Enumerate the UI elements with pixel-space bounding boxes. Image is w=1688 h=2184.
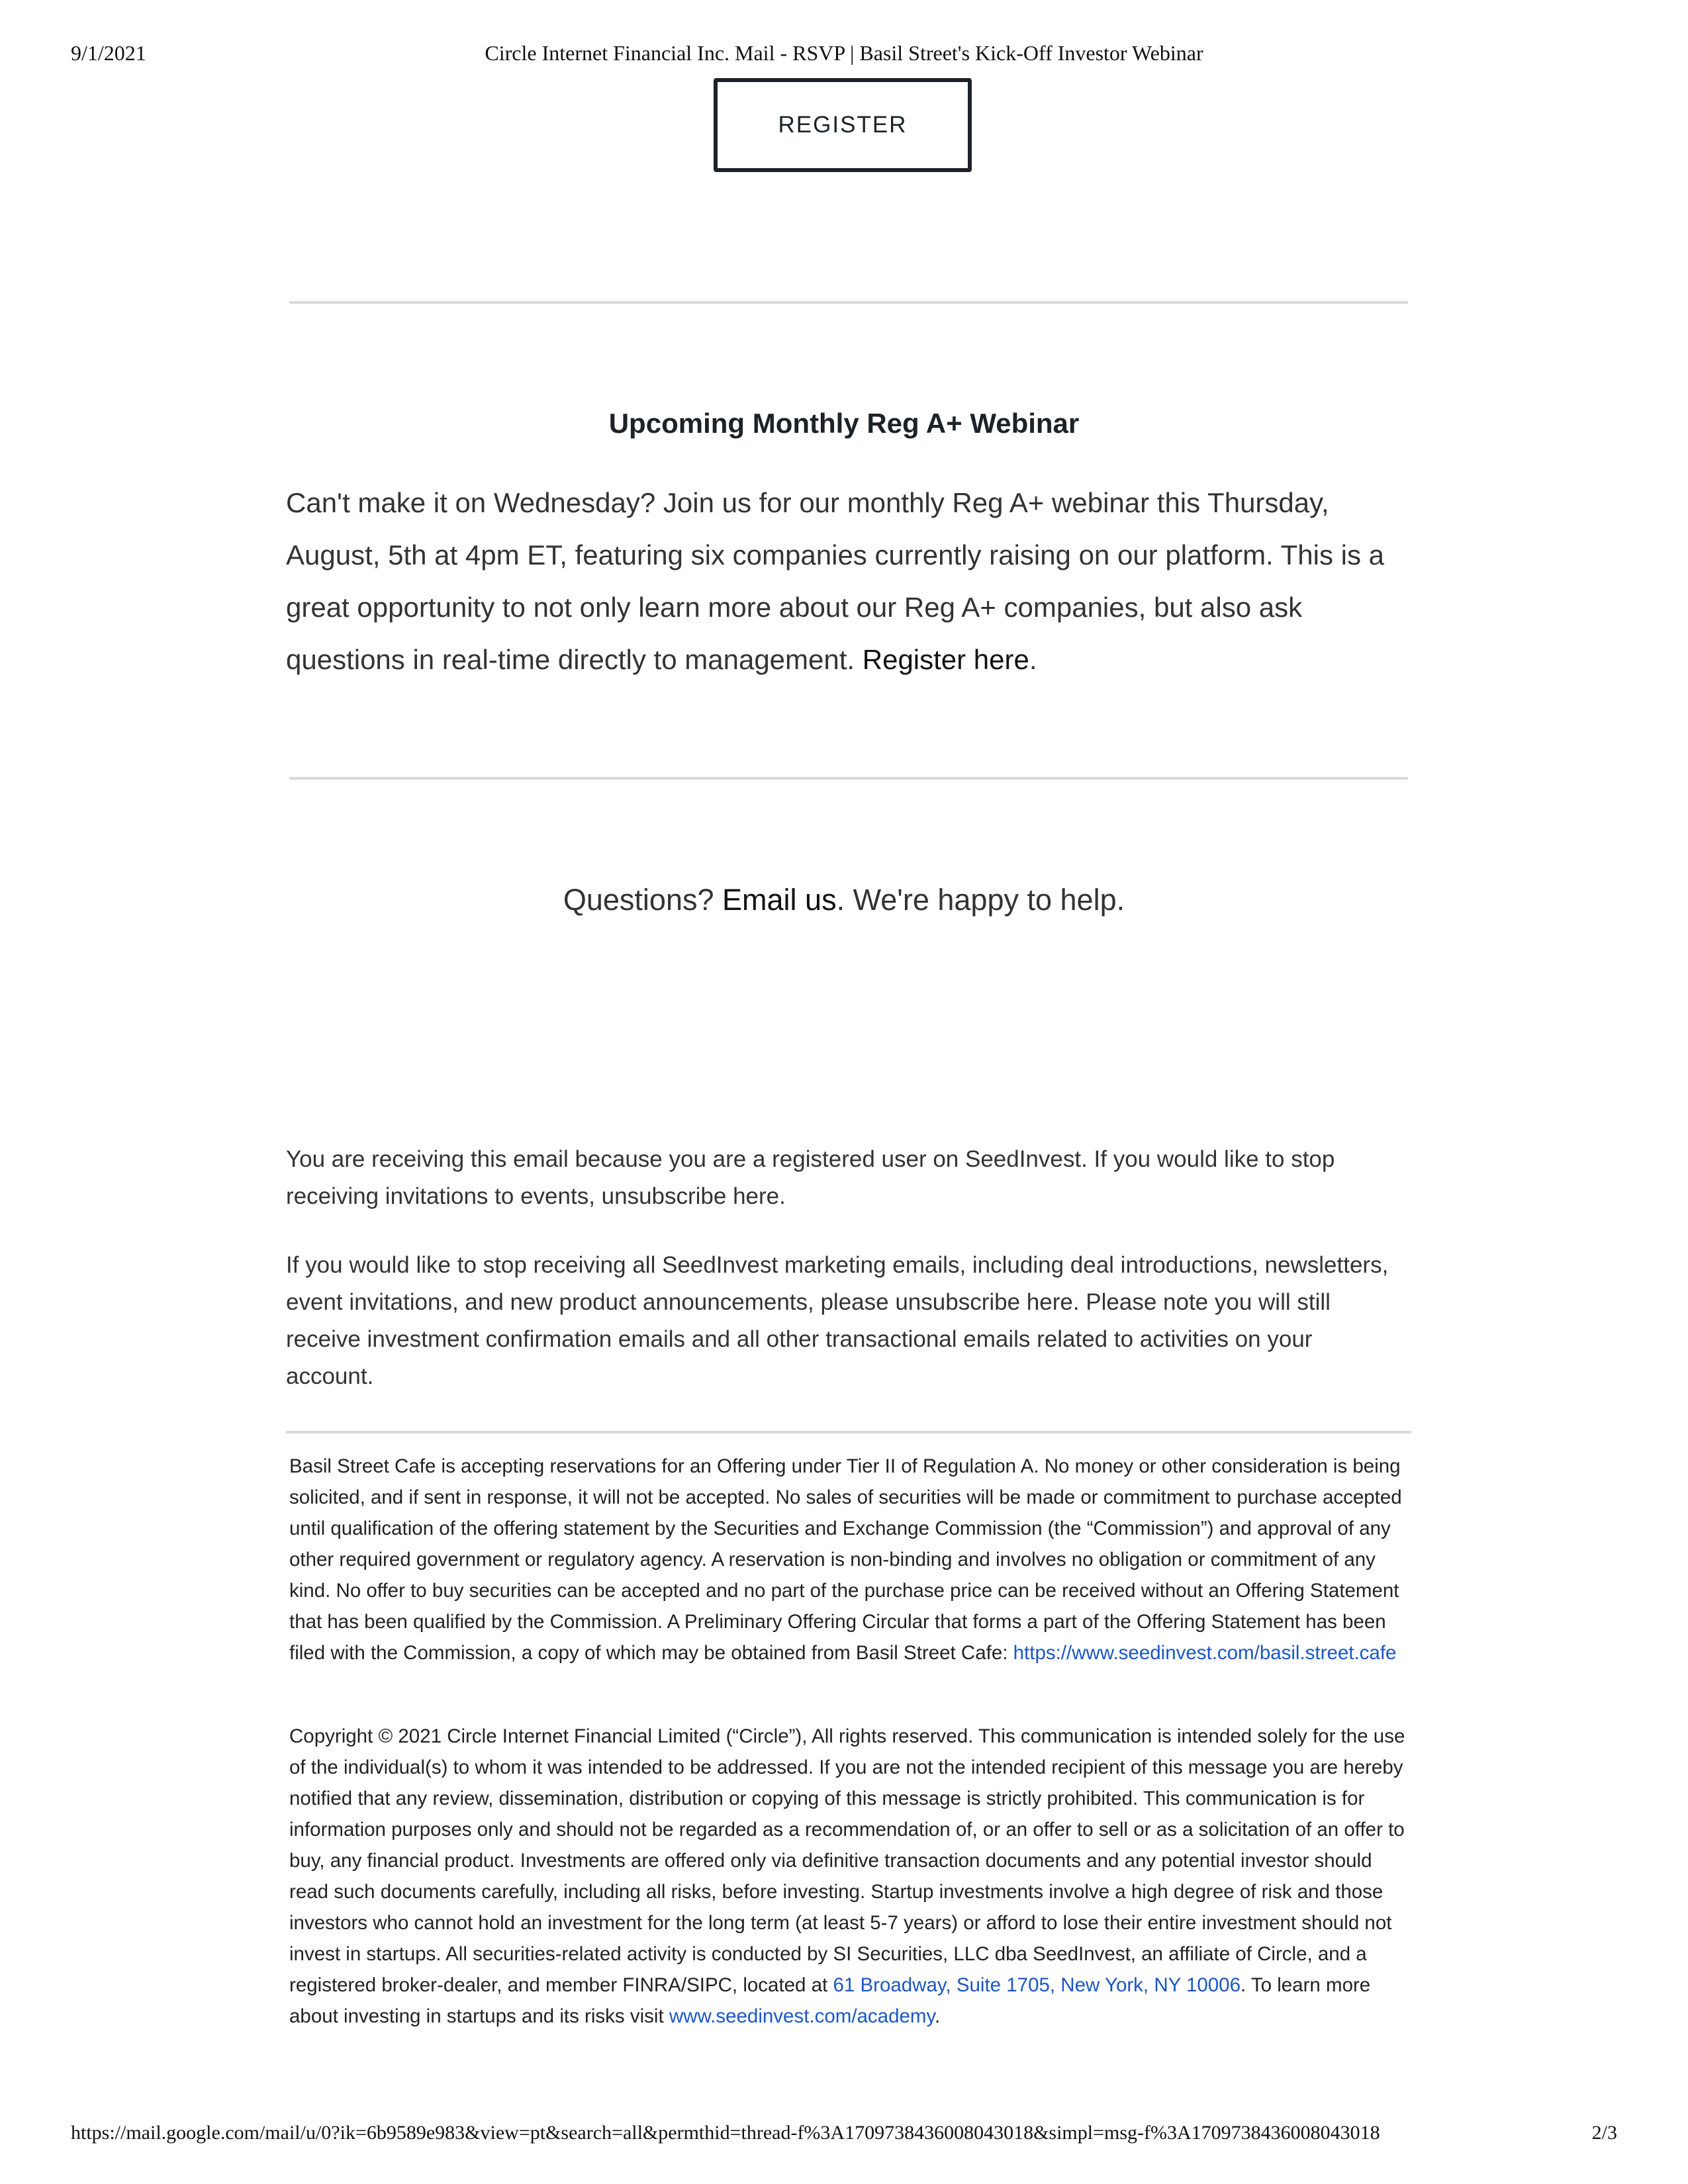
email-us-link[interactable]: Email us <box>722 883 837 917</box>
register-button[interactable]: REGISTER <box>714 78 972 172</box>
webinar-description <box>286 477 1405 686</box>
copyright-text: Copyright © 2021 Circle Internet Financial Limited (“Circle”), All rights reserved. This communication is intended solely for the use of the individual(s) to whom it was intended to be addressed. If you are not the intended recipient of this message you are hereby notified that any review, dissemination, distribution or copying of this message is strictly prohibited. This communication is for information purposes only and should not be regarded as a recommendation of, or an offer to sell or as a solicitation of an offer to buy, any financial product. Investments are offered only via definitive transaction documents and any potential investor should read such documents carefully, including all risks, before investing. Startup investments involve a high degree of risk and those investors who cannot hold an investment for the long term (at least 5-7 years) or afford to lose their entire investment should not invest in startups. All securities-related activity is conducted by SI Securities, LLC dba SeedInvest, an affiliate of Circle, and a registered broker-dealer, and member FINRA/SIPC, located at <box>289 1725 1405 1996</box>
offering-link[interactable]: https://www.seedinvest.com/basil.street.cafe <box>1013 1642 1397 1664</box>
unsubscribe-all-text: If you would like to stop receiving all SeedInvest marketing emails, including deal introductions, newsletters, event invitations, and new product announcements, please <box>286 1252 1389 1315</box>
copyright-end: . <box>935 2005 941 2027</box>
copyright-disclaimer <box>289 1721 1408 2032</box>
unsubscribe-all-link[interactable]: unsubscribe here <box>895 1289 1073 1315</box>
divider <box>289 777 1408 780</box>
webinar-body-text: Can't make it on Wednesday? Join us for our monthly Reg A+ webinar this Thursday, August, 5th at 4pm ET, featuring six companies currently raising on our platform. This is a great opportunity to not only learn more about our Reg A+ companies, but also ask questions in real-time directly to management. <box>286 487 1384 675</box>
questions-line <box>0 883 1688 917</box>
webinar-body-end: . <box>1029 644 1037 675</box>
print-title: Circle Internet Financial Inc. Mail - RSVP | Basil Street's Kick-Off Investor Webinar <box>485 41 1203 65</box>
address-link[interactable]: 61 Broadway, Suite 1705, New York, NY 10006 <box>833 1974 1241 1996</box>
register-here-link[interactable]: Register here <box>862 644 1029 675</box>
questions-suffix: . We're happy to help. <box>836 883 1125 917</box>
unsubscribe-events-end: . <box>779 1183 786 1209</box>
offering-disclaimer-text: Basil Street Cafe is accepting reservations for an Offering under Tier II of Regulation A. No money or other consideration is being solicited, and if sent in response, it will not be accepted. No sales of securities will be made or commitment to purchase accepted until qualification of the offering statement by the Securities and Exchange Commission (the “Commission”) and approval of any other required government or regulatory agency. A reservation is non-binding and involves no obligation or commitment of any kind. No offer to buy securities can be accepted and no part of the purchase price can be received without an Offering Statement that has been qualified by the Commission. A Preliminary Offering Circular that forms a part of the Offering Statement has been filed with the Commission, a copy of which may be obtained from Basil Street Cafe: <box>289 1455 1402 1664</box>
unsubscribe-events-text: You are receiving this email because you are a registered user on SeedInvest. If you would like to stop receiving invitations to events, <box>286 1146 1335 1209</box>
webinar-heading: Upcoming Monthly Reg A+ Webinar <box>608 408 1080 439</box>
unsubscribe-all-end: . Please note you will still receive investment confirmation emails and all other transactional emails related to activities on your account. <box>286 1289 1331 1389</box>
learn-more-text: . To learn more about investing in startups and its risks visit <box>289 1974 1371 2027</box>
print-page-number: 2/3 <box>1591 2122 1617 2144</box>
divider <box>289 301 1408 304</box>
print-url: https://mail.google.com/mail/u/0?ik=6b9589e983&view=pt&search=all&permthid=thread-f%3A1709738436008043018&simpl=msg-f%3A1709738436008043018 <box>71 2122 1380 2144</box>
divider <box>286 1431 1411 1433</box>
offering-disclaimer <box>289 1451 1408 1668</box>
print-date: 9/1/2021 <box>71 41 146 65</box>
unsubscribe-events-link[interactable]: unsubscribe here <box>601 1183 780 1209</box>
unsubscribe-all-paragraph <box>286 1247 1398 1395</box>
unsubscribe-events-paragraph <box>286 1141 1398 1215</box>
academy-link[interactable]: www.seedinvest.com/academy <box>669 2005 935 2027</box>
questions-prefix: Questions? <box>563 883 723 917</box>
